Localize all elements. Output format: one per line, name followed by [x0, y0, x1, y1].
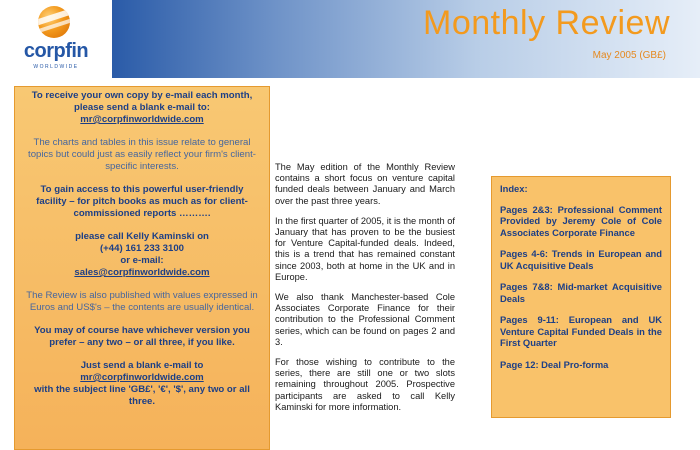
just-send-text: Just send a blank e-mail to — [80, 360, 204, 371]
logo — [0, 0, 112, 78]
article-paragraph: We also thank Manchester-based Cole Associates Corporate Finance for their contribution to the Professional Comment series, which can be found on pages 2 and 3. — [275, 292, 455, 347]
sales-email-link[interactable]: sales@corpfinworldwide.com — [74, 267, 210, 278]
page-title: Monthly Review — [423, 4, 670, 42]
globe-logo-icon — [38, 6, 70, 38]
article-paragraph: In the first quarter of 2005, it is the month of January that has proven to be the busiest for Venture Capital-funded deals. Indeed, this is a trend that has remained constant since 2003, both at home in the UK and in Europe. — [275, 215, 455, 282]
or-email-text: or e-mail: — [120, 255, 164, 266]
index-item: Pages 4-6: Trends in European and UK Acquisitive Deals — [500, 248, 662, 271]
subscribe-email-link[interactable]: mr@corpfinworldwide.com — [80, 114, 204, 125]
logo-subtext: WORLDWIDE — [33, 64, 79, 70]
choose-version-text: You may of course have whichever version you prefer – any two – or all three, if you like. — [34, 325, 250, 348]
currency-note: The Review is also published with values expressed in Euros and US$'s – the contents are usually identical. — [26, 290, 258, 313]
subscribe-text: To receive your own copy by e-mail each month, please send a blank e-mail to: — [31, 90, 253, 113]
subscription-panel — [14, 86, 270, 450]
index-item: Pages 9-11: European and UK Venture Capital Funded Deals in the First Quarter — [500, 314, 662, 348]
main-article — [275, 162, 455, 422]
article-paragraph: For those wishing to contribute to the series, there are still one or two slots remaining throughout 2005. Prospective participants are asked to call Kelly Kaminski for more information. — [275, 357, 455, 412]
subject-line-text: with the subject line 'GB£', '€', '$', any two or all three. — [34, 384, 250, 407]
access-text: To gain access to this powerful user-friendly facility – for pitch books as much as for client-commissioned reports ………. — [36, 184, 248, 219]
index-panel — [491, 176, 671, 418]
index-item: Pages 2&3: Professional Comment Provided by Jeremy Cole of Cole Associates Corporate Finance — [500, 203, 662, 238]
issue-date: May 2005 (GB£) — [592, 50, 666, 61]
index-item: Pages 7&8: Mid-market Acquisitive Deals — [500, 281, 662, 304]
call-text: please call Kelly Kaminski on — [75, 231, 209, 242]
index-heading: Index: — [500, 183, 528, 194]
index-item: Page 12: Deal Pro-forma — [500, 358, 609, 370]
header-banner — [112, 0, 700, 78]
charts-note: The charts and tables in this issue relate to general topics but could just as easily reflect your firm's client-specific interests. — [28, 137, 256, 172]
phone-number: (+44) 161 233 3100 — [99, 243, 184, 254]
send-email-link[interactable]: mr@corpfinworldwide.com — [80, 372, 204, 383]
article-paragraph: The May edition of the Monthly Review contains a short focus on venture capital funded deals between January and March over the past three years. — [275, 162, 455, 206]
logo-text: corpfin — [23, 40, 89, 62]
